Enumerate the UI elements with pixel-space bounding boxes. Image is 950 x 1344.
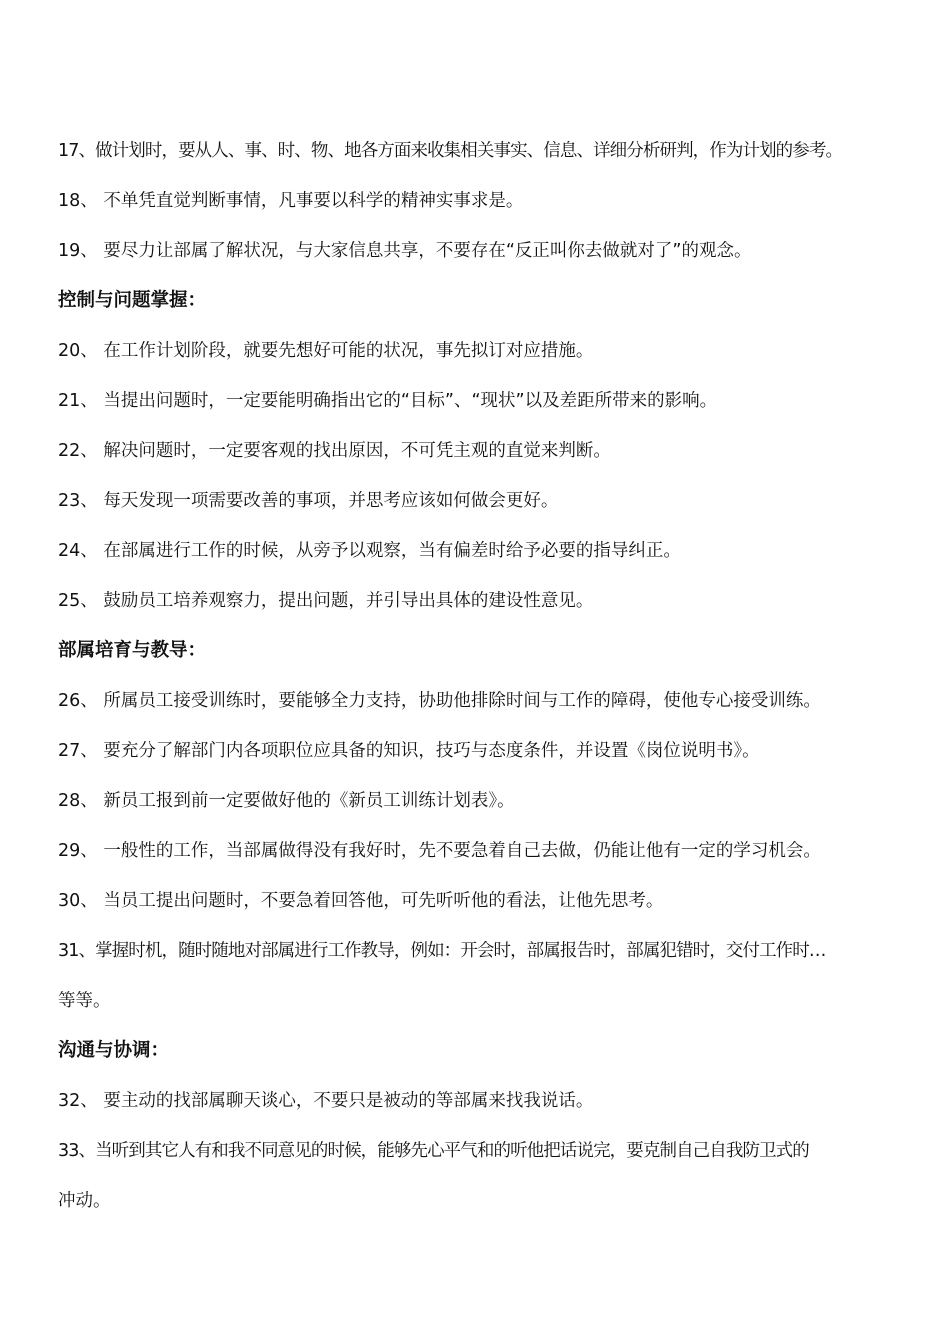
list-item-29: 29、 一般性的工作，当部属做得没有我好时，先不要急着自己去做，仍能让他有一定的学习机会。 <box>58 841 821 861</box>
list-item-20: 20、 在工作计划阶段，就要先想好可能的状况，事先拟订对应措施。 <box>58 341 594 361</box>
section-heading-control: 控制与问题掌握： <box>58 290 207 311</box>
list-item-26: 26、 所属员工接受训练时，要能够全力支持，协助他排除时间与工作的障碍，使他专心接受训练。 <box>58 691 821 711</box>
list-item-21: 21、 当提出问题时，一定要能明确指出它的“目标”、“现状”以及差距所带来的影响。 <box>58 391 718 411</box>
list-item-22: 22、 解决问题时，一定要客观的找出原因，不可凭主观的直觉来判断。 <box>58 441 611 461</box>
section-heading-training: 部属培育与教导： <box>58 640 207 661</box>
list-item-30: 30、 当员工提出问题时，不要急着回答他，可先听听他的看法，让他先思考。 <box>58 891 664 911</box>
list-item-23: 23、 每天发现一项需要改善的事项，并思考应该如何做会更好。 <box>58 491 559 511</box>
list-item-18: 18、 不单凭直觉判断事情，凡事要以科学的精神实事求是。 <box>58 191 524 211</box>
list-item-17: 17、做计划时，要从人、事、时、物、地各方面来收集相关事实、信息、详细分析研判，作为计划的参考。 <box>58 141 843 161</box>
list-item-31-continued: 等等。 <box>58 991 111 1011</box>
list-item-28: 28、 新员工报到前一定要做好他的《新员工训练计划表》。 <box>58 791 515 811</box>
list-item-33: 33、当听到其它人有和我不同意见的时候，能够先心平气和的听他把话说完，要克制自己自我防卫式的 <box>58 1141 809 1161</box>
list-item-31: 31、掌握时机，随时随地对部属进行工作教导，例如：开会时，部属报告时，部属犯错时，交付工作时… <box>58 941 826 961</box>
list-item-25: 25、 鼓励员工培养观察力，提出问题，并引导出具体的建设性意见。 <box>58 591 594 611</box>
list-item-27: 27、 要充分了解部门内各项职位应具备的知识，技巧与态度条件，并设置《岗位说明书》。 <box>58 741 760 761</box>
list-item-24: 24、 在部属进行工作的时候，从旁予以观察，当有偏差时给予必要的指导纠正。 <box>58 541 681 561</box>
section-heading-communication: 沟通与协调： <box>58 1040 170 1061</box>
list-item-19: 19、 要尽力让部属了解状况，与大家信息共享，不要存在“反正叫你去做就对了”的观念。 <box>58 241 752 261</box>
list-item-32: 32、 要主动的找部属聊天谈心，不要只是被动的等部属来找我说话。 <box>58 1091 594 1111</box>
list-item-33-continued: 冲动。 <box>58 1191 111 1211</box>
document-page <box>58 126 910 1226</box>
